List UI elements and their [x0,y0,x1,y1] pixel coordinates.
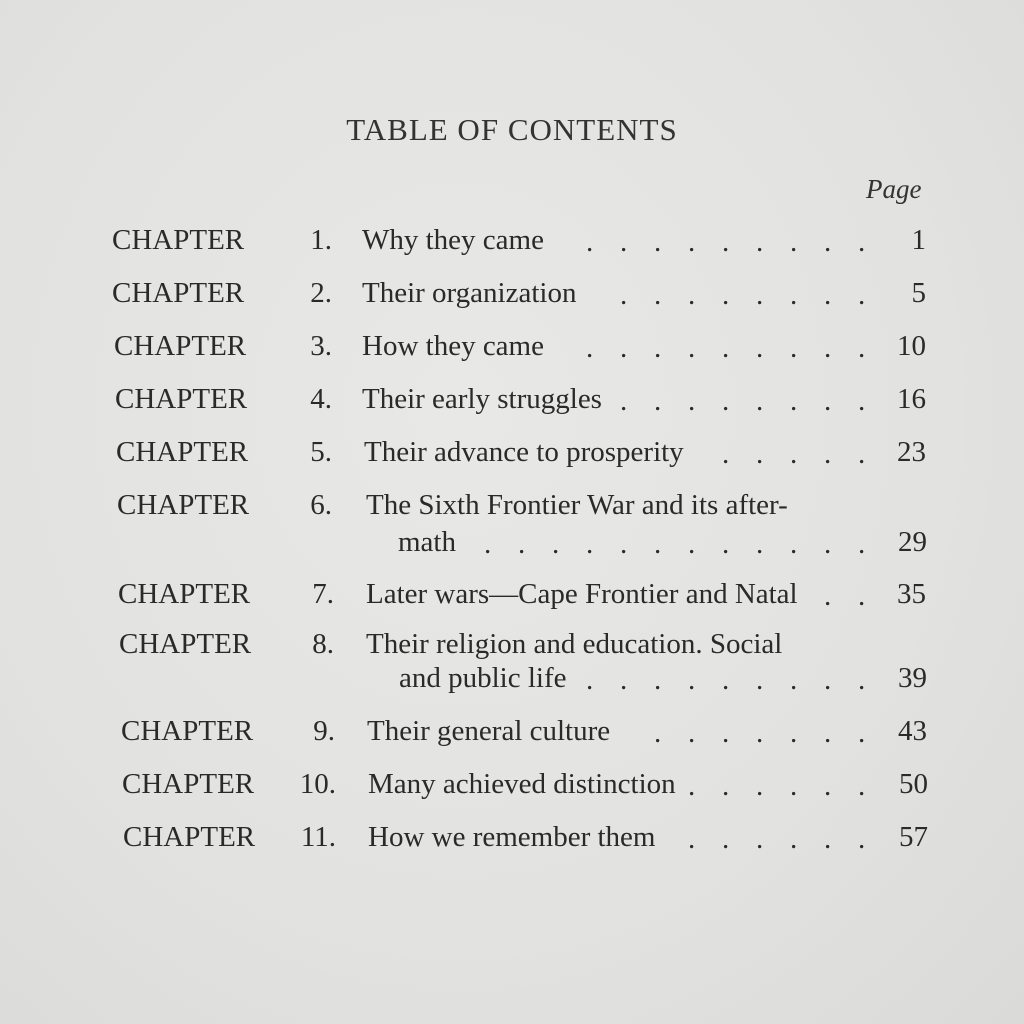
chapter-title: Their religion and education. Social [366,628,783,660]
chapter-title: Many achieved distinction [368,768,676,800]
leader-dot: . [518,528,526,560]
chapter-number: 7. [312,578,334,610]
leader-dot: . [790,528,798,560]
chapter-word: CHAPTER [115,383,248,415]
leader-dot: . [654,385,662,417]
leader-dot: . [722,717,730,749]
chapter-title-continuation: math [398,526,456,558]
leader-dot: . [654,664,662,696]
leader-dot: . [620,332,628,364]
leader-dot: . [484,528,492,560]
leader-dot: . [824,580,832,612]
chapter-title: Their organization [362,277,577,309]
leader-dot: . [824,770,832,802]
leader-dot: . [552,528,560,560]
leader-dot: . [688,332,696,364]
page-title: TABLE OF CONTENTS [346,112,678,147]
leader-dot: . [790,332,798,364]
chapter-number: 1. [310,224,332,256]
leader-dot: . [620,385,628,417]
leader-dot: . [654,279,662,311]
leader-dot: . [654,332,662,364]
leader-dot: . [858,580,866,612]
chapter-title: How we remember them [368,821,656,853]
leader-dot: . [722,438,730,470]
chapter-word: CHAPTER [118,578,251,610]
leader-dot: . [586,664,594,696]
leader-dot: . [824,226,832,258]
leader-dot: . [586,226,594,258]
leader-dot: . [824,385,832,417]
chapter-number: 5. [310,436,332,468]
chapter-page-number: 23 [897,436,926,468]
leader-dot: . [756,279,764,311]
chapter-number: 10. [299,768,336,800]
chapter-word: CHAPTER [112,224,245,256]
leader-dot: . [654,226,662,258]
toc-entry-1 [0,224,1024,264]
leader-dot: . [790,385,798,417]
chapter-title: Their advance to prosperity [364,436,684,468]
leader-dot: . [824,279,832,311]
chapter-number: 6. [310,489,332,521]
toc-entry-8-continuation [0,662,1024,702]
leader-dot: . [756,332,764,364]
leader-dot: . [824,664,832,696]
chapter-title: Why they came [362,224,544,256]
chapter-page-number: 16 [897,383,926,415]
leader-dot: . [688,279,696,311]
leader-dot: . [620,664,628,696]
leader-dot: . [722,332,730,364]
chapter-word: CHAPTER [117,489,250,521]
leader-dot: . [722,226,730,258]
chapter-word: CHAPTER [112,277,245,309]
leader-dot: . [858,528,866,560]
chapter-word: CHAPTER [116,436,249,468]
chapter-title: Their general culture [367,715,611,747]
toc-entry-7 [0,578,1024,618]
chapter-number: 9. [313,715,335,747]
chapter-title: How they came [362,330,544,362]
toc-entry-6 [0,489,1024,529]
leader-dot: . [722,770,730,802]
toc-entry-11 [0,821,1024,861]
leader-dot: . [722,528,730,560]
chapter-number: 2. [310,277,332,309]
leader-dot: . [790,770,798,802]
chapter-title: Their early struggles [362,383,602,415]
leader-dot: . [722,385,730,417]
chapter-page-number: 50 [899,768,928,800]
leader-dot: . [858,226,866,258]
chapter-number: 4. [310,383,332,415]
leader-dot: . [620,226,628,258]
leader-dot: . [858,823,866,855]
leader-dot: . [688,823,696,855]
leader-dot: . [620,528,628,560]
toc-entry-2 [0,277,1024,317]
leader-dot: . [756,385,764,417]
toc-entry-10 [0,768,1024,808]
leader-dot: . [858,664,866,696]
leader-dot: . [824,332,832,364]
chapter-page-number: 43 [898,715,927,747]
leader-dot: . [858,717,866,749]
leader-dot: . [654,528,662,560]
leader-dot: . [756,823,764,855]
leader-dot: . [858,332,866,364]
leader-dot: . [858,279,866,311]
chapter-word: CHAPTER [123,821,256,853]
leader-dot: . [858,385,866,417]
chapter-title-continuation: and public life [399,662,567,694]
toc-entry-9 [0,715,1024,755]
leader-dot: . [790,438,798,470]
leader-dot: . [858,770,866,802]
leader-dot: . [824,717,832,749]
leader-dot: . [756,717,764,749]
leader-dot: . [824,438,832,470]
chapter-page-number: 39 [898,662,927,694]
chapter-number: 3. [310,330,332,362]
toc-entry-3 [0,330,1024,370]
leader-dot: . [688,226,696,258]
chapter-title: Later wars—Cape Frontier and Natal [366,578,798,610]
chapter-word: CHAPTER [121,715,254,747]
chapter-word: CHAPTER [122,768,255,800]
leader-dot: . [722,664,730,696]
leader-dot: . [722,823,730,855]
leader-dot: . [722,279,730,311]
leader-dot: . [858,438,866,470]
chapter-title: The Sixth Frontier War and its after- [366,489,788,521]
leader-dot: . [756,528,764,560]
toc-entry-5 [0,436,1024,476]
leader-dot: . [824,528,832,560]
leader-dot: . [654,717,662,749]
leader-dot: . [586,332,594,364]
leader-dot: . [688,717,696,749]
chapter-page-number: 57 [899,821,928,853]
leader-dot: . [790,279,798,311]
chapter-page-number: 5 [911,277,926,309]
leader-dot: . [824,823,832,855]
leader-dot: . [756,664,764,696]
leader-dot: . [790,823,798,855]
toc-entry-4 [0,383,1024,423]
leader-dot: . [790,717,798,749]
chapter-number: 11. [300,821,336,853]
leader-dot: . [756,770,764,802]
chapter-page-number: 29 [898,526,927,558]
leader-dot: . [790,664,798,696]
chapter-page-number: 35 [897,578,926,610]
leader-dot: . [688,385,696,417]
chapter-page-number: 1 [911,224,926,256]
leader-dot: . [688,664,696,696]
leader-dot: . [688,528,696,560]
leader-dot: . [790,226,798,258]
toc-entry-6-continuation [0,526,1024,566]
page-column-label: Page [866,174,922,204]
leader-dot: . [586,528,594,560]
leader-dot: . [756,438,764,470]
chapter-page-number: 10 [897,330,926,362]
chapter-word: CHAPTER [114,330,247,362]
leader-dot: . [688,770,696,802]
leader-dot: . [620,279,628,311]
leader-dot: . [756,226,764,258]
chapter-word: CHAPTER [119,628,252,660]
chapter-number: 8. [312,628,334,660]
